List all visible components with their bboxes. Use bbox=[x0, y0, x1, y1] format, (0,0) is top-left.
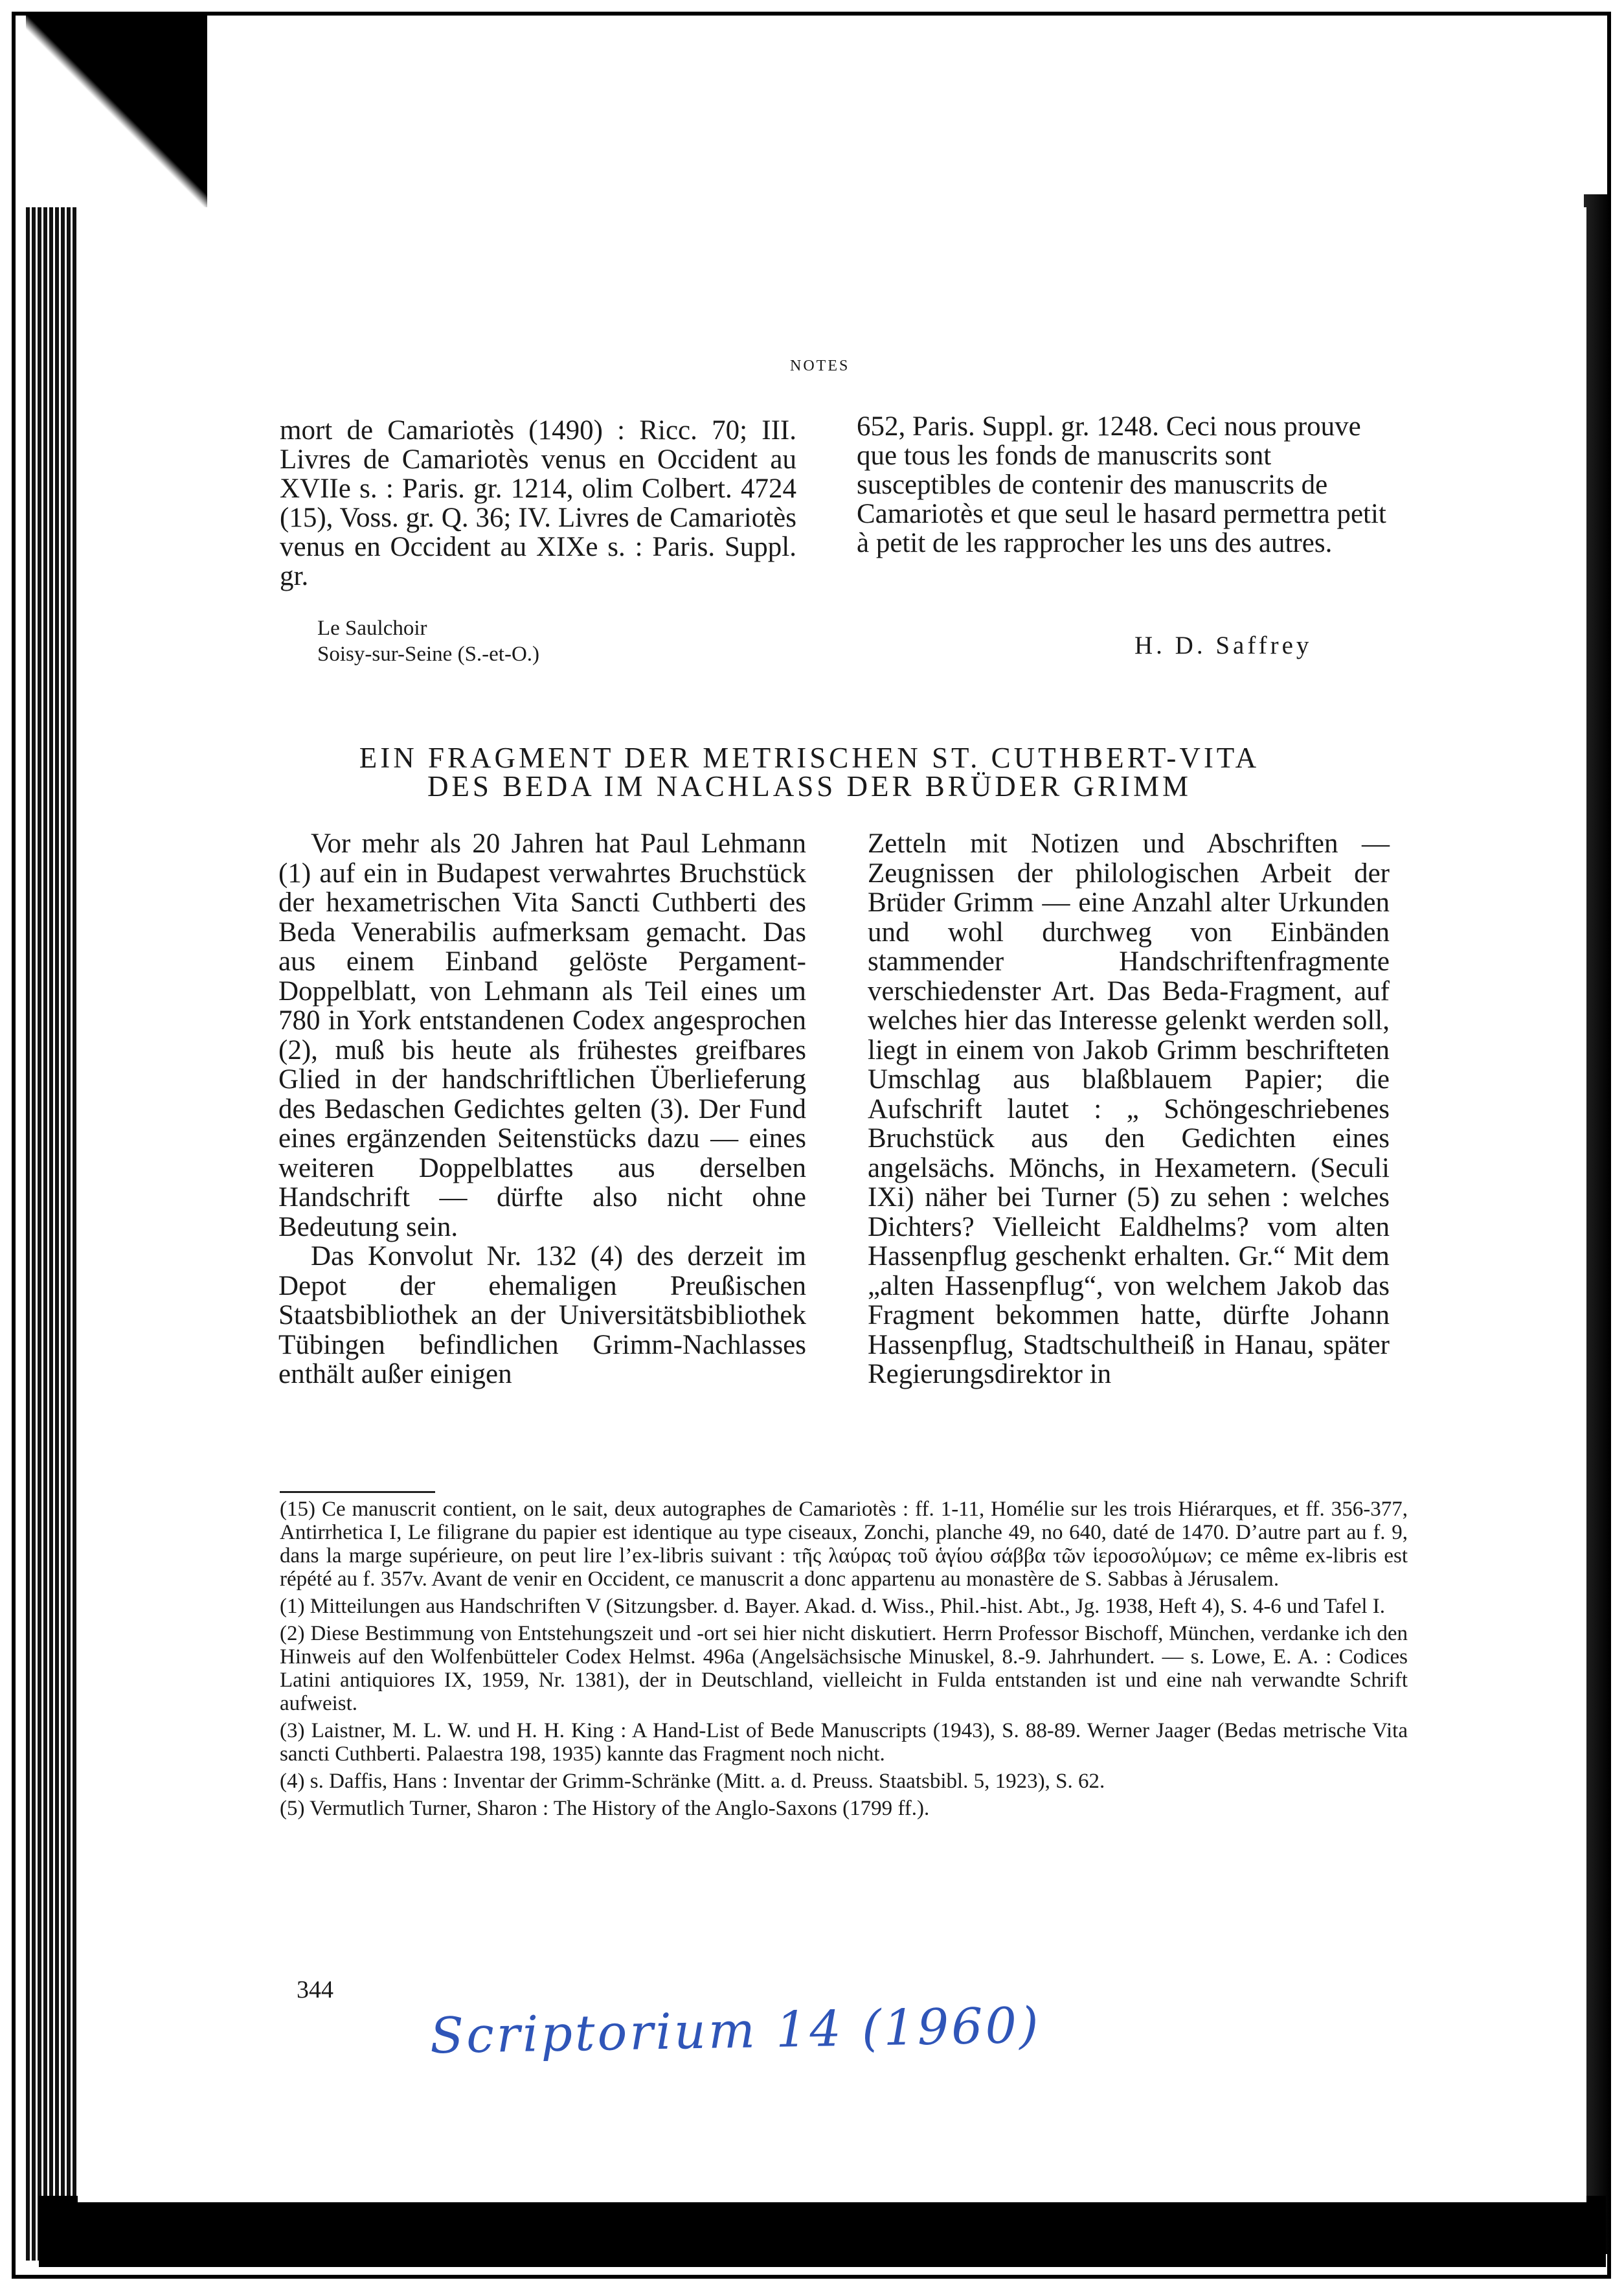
article-paragraph-continued: Zetteln mit Notizen und Abschriften — Zeugnissen der philologischen Arbeit der Brüder Grimm — eine Anzahl alter Urkunden und wohl durchweg von Einbänden stammender Handschriftenfragmente verschiedenster Art. Das Beda-Fragment, auf welches hier das Interesse gelenkt werden soll, liegt in einem von Jakob Grimm beschrifteten Umschlag aus blaßblauem Papier; die Aufschrift lautet : „ Schöngeschriebenes Bruchstück aus den Gedichten eines angelsächs. Mönchs, in Hexametern. (Seculi IXi) näher bei Turner (5) zu sehen : welches Dichters? Vielleicht Ealdhelms? vom alten Hassenpflug geschenkt erhalten. Gr.“ Mit dem „alten Hassenpflug“, von welchem Jakob das Fragment bekommen hatte, dürfte Johann Hassenpflug, Stadtschultheiß in Hanau, später Regierungsdirektor in bbox=[868, 828, 1390, 1389]
book-edge-top bbox=[26, 12, 207, 212]
prev-article-text-right: 652, Paris. Suppl. gr. 1248. Ceci nous prouve que tous les fonds de manuscrits sont susceptibles de contenir des manuscrits de Camariotès et que seul le hasard permettra petit à petit de les rapprocher les uns des autres. bbox=[857, 411, 1386, 558]
prev-article-column-right bbox=[857, 412, 1388, 558]
article-column-left bbox=[278, 829, 806, 1389]
author-signature: H. D. Saffrey bbox=[1134, 632, 1313, 659]
location-line-1: Le Saulchoir bbox=[317, 617, 427, 640]
article-column-right bbox=[868, 829, 1390, 1389]
running-header: NOTES bbox=[790, 358, 850, 374]
prev-article-column-left bbox=[280, 416, 796, 591]
article-paragraph-2: Das Konvolut Nr. 132 (4) des derzeit im Depot der ehemaligen Preußischen Staatsbibliothek an der Universitätsbibliothek Tübingen befindlichen Grimm-Nachlasses enthält außer einigen bbox=[278, 1241, 806, 1389]
footnote-4: (4) s. Daffis, Hans : Inventar der Grimm-Schränke (Mitt. a. d. Preuss. Staatsbibl. 5, 1923), S. 62. bbox=[280, 1770, 1105, 1793]
article-paragraph-1: Vor mehr als 20 Jahren hat Paul Lehmann (1) auf ein in Budapest verwahrtes Bruchstück der hexametrischen Vita Sancti Cuthberti des Beda Venerabilis aufmerksam gemacht. Das aus einem Einband gelöste Pergament-Doppelblatt, von Lehmann als Teil eines um 780 in York entstandenen Codex angesprochen (2), muß bis heute als frühestes greifbares Glied in der handschriftlichen Überlieferung des Bedaschen Gedichtes gelten (3). Der Fund eines ergänzenden Seitenstücks dazu — eines weiteren Doppelblattes aus derselben Handschrift — dürfte also nicht ohne Bedeutung sein. bbox=[278, 828, 806, 1242]
author-location bbox=[317, 615, 539, 667]
footnotes bbox=[280, 1488, 1408, 1824]
book-edge-right bbox=[1584, 194, 1610, 2254]
book-edge-bottom bbox=[39, 2196, 1606, 2267]
handwritten-annotation: Scriptorium 14 (1960) bbox=[429, 1996, 1042, 2065]
title-line-2: DES BEDA IM NACHLASS DER BRÜDER GRIMM bbox=[427, 770, 1192, 803]
prev-article-text-left: mort de Camariotès (1490) : Ricc. 70; III. Livres de Camariotès venus en Occident au XVIIe s. : Paris. gr. 1214, olim Colbert. 4724 (15), Voss. gr. Q. 36; IV. Livres de Camariotès venus en Occident au XIXe s. : Paris. Suppl. gr. bbox=[280, 415, 796, 591]
footnote-15: (15) Ce manuscrit contient, on le sait, deux autographes de Camariotès : ff. 1-11, Homélie sur les trois Hiérarques, et ff. 356-377, Antirrhetica I, Le filigrane du papier est identique au type ciseaux, Zonchi, planche 49, no 640, daté de 1470. D’autre part au f. 9, dans la marge supérieure, on peut lire l’ex-libris suivant : τῆς λαύρας τοῦ ἁγίου σάββα τῶν ἱεροσολύμων; ce même ex-libris est répété au f. 357v. Avant de venir en Occident, ce manuscrit a donc appartenu au monastère de S. Sabbas à Jérusalem. bbox=[280, 1498, 1408, 1591]
footnote-2: (2) Diese Bestimmung von Entstehungszeit und -ort sei hier nicht diskutiert. Herrn Professor Bischoff, München, verdanke ich den Hinweis auf den Wolfenbütteler Codex Helmst. 496a (Angelsächsische Minuskel, 8.-9. Jahrhundert. — s. Lowe, E. A. : Codices Latini antiquiores IX, 1959, Nr. 1381), der in Deutschland, vielleicht in Fulda entstanden ist und eine nah verwandte Schrift aufweist. bbox=[280, 1622, 1408, 1715]
book-page-edges bbox=[26, 207, 78, 2261]
location-line-2: Soisy-sur-Seine (S.-et-O.) bbox=[317, 643, 540, 666]
article-title bbox=[324, 744, 1295, 801]
title-line-1: EIN FRAGMENT DER METRISCHEN ST. CUTHBERT-VITA bbox=[359, 742, 1260, 774]
footnote-3: (3) Laistner, M. L. W. und H. H. King : A Hand-List of Bede Manuscripts (1943), S. 88-89. Werner Jaager (Bedas metrische Vita sancti Cuthberti. Palaestra 198, 1935) kannte das Fragment noch nicht. bbox=[280, 1719, 1408, 1766]
footnote-1: (1) Mitteilungen aus Handschriften V (Sitzungsber. d. Bayer. Akad. d. Wiss., Phil.-hist. Abt., Jg. 1938, Heft 4), S. 4-6 und Tafel I. bbox=[280, 1595, 1386, 1618]
footnote-5: (5) Vermutlich Turner, Sharon : The History of the Anglo-Saxons (1799 ff.). bbox=[280, 1797, 930, 1820]
page-number: 344 bbox=[297, 1976, 333, 2003]
